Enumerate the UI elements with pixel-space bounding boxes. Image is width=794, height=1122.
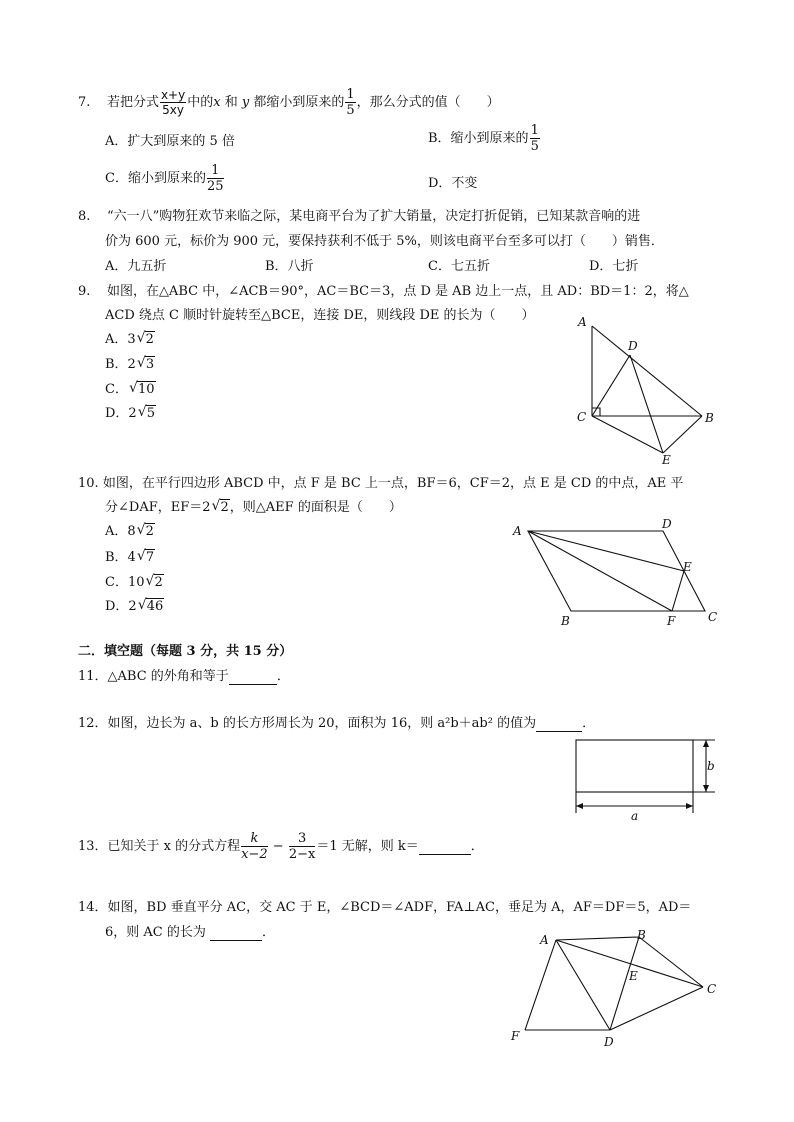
q12-label-b: b bbox=[707, 759, 715, 773]
q7-option-d: D．不变 bbox=[428, 176, 478, 191]
q14-line2: 6，则 AC 的长为 ． bbox=[105, 925, 276, 940]
q9-label-b: B bbox=[705, 411, 714, 425]
question-number: 7. bbox=[78, 95, 91, 110]
q10-figure bbox=[505, 515, 730, 630]
q9-option-d: D．2 √ 5 bbox=[105, 404, 155, 421]
q14-label-d: D bbox=[604, 1035, 614, 1049]
q9-figure bbox=[570, 310, 720, 470]
q10-label-f: F bbox=[667, 614, 676, 628]
answer-blank bbox=[419, 839, 471, 855]
q8-option-a: A．九五折 bbox=[105, 259, 167, 274]
q7-stem: 7. 若把分式 $\frac{x+y}{5xy}$ 中的x 和 y 都缩小到原来的 $\frac{1}{5}$ ，那么分式的值（ ） bbox=[78, 87, 500, 118]
q10-label-e: E bbox=[683, 560, 692, 574]
q7-text: 若把分式 bbox=[106, 95, 159, 110]
q14-label-b: B bbox=[637, 928, 646, 942]
q10-option-d: D．2 √ 46 bbox=[105, 597, 164, 614]
q9-option-a: A．3 √ 2 bbox=[105, 330, 154, 347]
q12-figure bbox=[570, 733, 720, 823]
q9-stem-line1: 9. 如图，在△ABC 中，∠ACB＝90°，AC＝BC＝3，点 D 是 AB 边上一点，且 AD：BD＝1：2，将△ bbox=[78, 284, 689, 299]
q14-line1: 14．如图，BD 垂直平分 AC，交 AC 于 E，∠BCD＝∠ADF，FA⊥AC，垂足为 A，AF＝DF＝5，AD＝ bbox=[78, 900, 692, 915]
q7-option-a: A．扩大到原来的 5 倍 bbox=[105, 134, 235, 149]
q9-option-c: C． √ 10 bbox=[105, 380, 155, 397]
q8-option-d: D．七折 bbox=[589, 259, 639, 274]
q9-label-e: E bbox=[662, 453, 671, 467]
q14-label-e: E bbox=[629, 969, 638, 983]
q8-option-c: C．七五折 bbox=[428, 259, 490, 274]
q14-label-a: A bbox=[540, 933, 549, 947]
q9-label-a: A bbox=[578, 315, 587, 329]
q10-option-c: C．10 √ 2 bbox=[105, 573, 163, 590]
q7-option-b: B．缩小到原来的 $\frac{1}{5}$ bbox=[428, 123, 539, 154]
q9-stem-line2: ACD 绕点 C 顺时针旋转至△BCE，连接 DE，则线段 DE 的长为（ ） bbox=[105, 308, 535, 323]
section-title: 二．填空题（每题 3 分，共 15 分） bbox=[78, 644, 293, 659]
q9-option-b: B．2 √ 3 bbox=[105, 355, 155, 372]
q9-label-c: C bbox=[577, 410, 587, 424]
q10-option-b: B．4 √ 7 bbox=[105, 548, 155, 565]
q10-option-a: A．8 √ 2 bbox=[105, 522, 154, 539]
q14-label-f: F bbox=[511, 1029, 520, 1043]
q7-option-c: C．缩小到原来的 $\frac{1}{25}$ bbox=[105, 163, 224, 194]
q11: 11．△ABC 的外角和等于 ． bbox=[78, 669, 290, 684]
q14-figure bbox=[505, 925, 730, 1050]
q14-label-c: C bbox=[707, 982, 717, 996]
q10-label-c: C bbox=[708, 610, 718, 624]
q8-option-b: B．八折 bbox=[265, 259, 314, 274]
q10-label-b: B bbox=[561, 614, 570, 628]
q13: 13．已知关于 x 的分式方程 $\frac{k}{x-2}$ − $\frac{3}{2-x}$ ＝1 无解，则 k＝ ． bbox=[78, 831, 484, 862]
q7-one-fifth: $\frac{1}{5}$ bbox=[346, 87, 355, 118]
q8-stem-line2: 价为 600 元，标价为 900 元，要保持获利不低于 5%，则该电商平台至多可以打（ ）销售． bbox=[105, 234, 664, 249]
q12-label-a: a bbox=[631, 809, 639, 823]
answer-blank bbox=[210, 925, 262, 941]
q9-label-d: D bbox=[628, 339, 638, 353]
answer-blank bbox=[229, 669, 277, 685]
q10-label-d: D bbox=[662, 517, 672, 531]
q7-fraction: $\frac{x+y}{5xy}$ bbox=[160, 88, 186, 117]
q10-stem-line1: 10. 如图，在平行四边形 ABCD 中，点 F 是 BC 上一点，BF＝6，CF＝2，点 E 是 CD 的中点，AE 平 bbox=[78, 476, 684, 491]
answer-blank bbox=[536, 716, 582, 732]
q8-stem-line1: 8. “六一八”购物狂欢节来临之际，某电商平台为了扩大销量，决定打折促销，已知某款音响的进 bbox=[78, 209, 641, 224]
q12: 12．如图，边长为 a、b 的长方形周长为 20，面积为 16，则 a²b＋ab² 的值为 ． bbox=[78, 716, 596, 731]
q10-stem-line2: 分∠DAF，EF＝2 √ 2，则△AEF 的面积是（ ） bbox=[105, 498, 402, 515]
q10-label-a: A bbox=[513, 524, 522, 538]
